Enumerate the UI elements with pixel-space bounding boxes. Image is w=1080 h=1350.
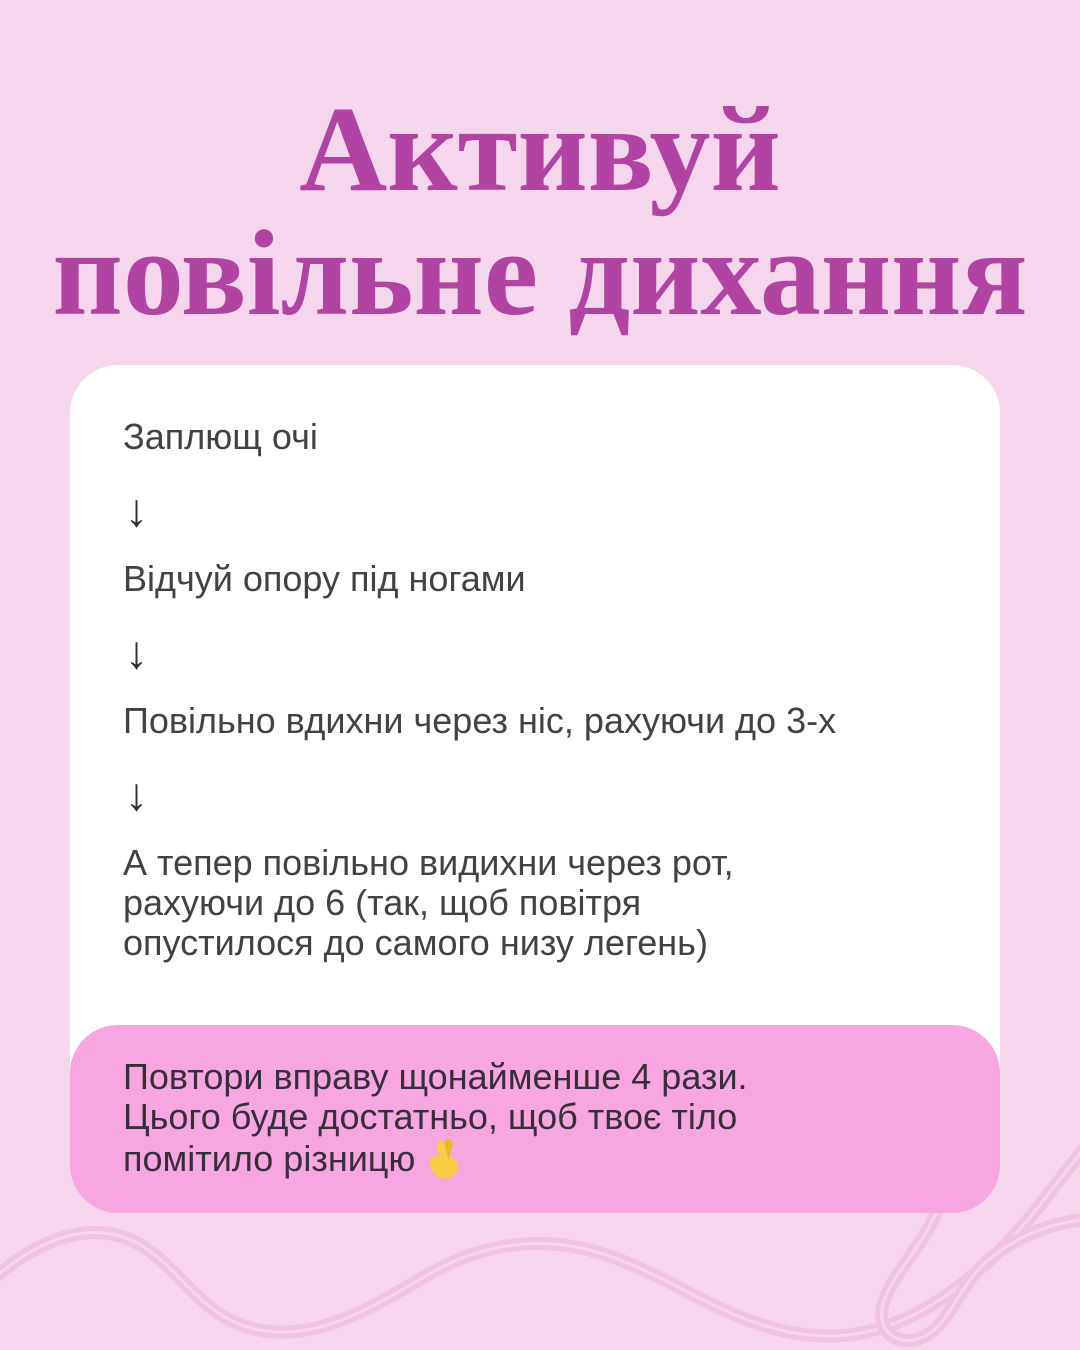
title-line-2: повільне дихання xyxy=(52,206,1028,342)
step-item-1 xyxy=(123,417,944,457)
note-text-line: Повтори вправу щонайменше 4 рази. xyxy=(123,1056,748,1097)
note-text-line: Цього буде достатньо, щоб твоє тіло xyxy=(123,1096,738,1137)
steps-card xyxy=(70,365,1000,1213)
note-text: помітило різницю xyxy=(123,1138,416,1179)
step-text: Заплющ очі xyxy=(123,416,318,457)
step-text-line: А тепер повільно видихни через рот, xyxy=(123,842,734,883)
step-text-line: рахуючи до 6 (так, щоб повітря xyxy=(123,882,642,923)
down-arrow-icon: ↓ xyxy=(125,626,148,678)
down-arrow-icon: ↓ xyxy=(125,484,148,536)
step-text-line: опустилося до самого низу легень) xyxy=(123,922,708,963)
note-box xyxy=(70,1025,1000,1213)
note-text-line xyxy=(123,1137,950,1179)
step-text: Повільно вдихни через ніс, рахуючи до 3-х xyxy=(123,700,837,741)
step-item-3 xyxy=(123,701,944,741)
crossed-fingers-emoji xyxy=(425,1137,465,1179)
down-arrow-icon: ↓ xyxy=(125,768,148,820)
step-item-4 xyxy=(123,843,944,963)
page-title xyxy=(0,0,1080,342)
step-item-2 xyxy=(123,559,944,599)
steps-list xyxy=(70,365,1000,983)
step-text: Відчуй опору під ногами xyxy=(123,558,526,599)
title-line-1: Активуй xyxy=(299,82,781,217)
